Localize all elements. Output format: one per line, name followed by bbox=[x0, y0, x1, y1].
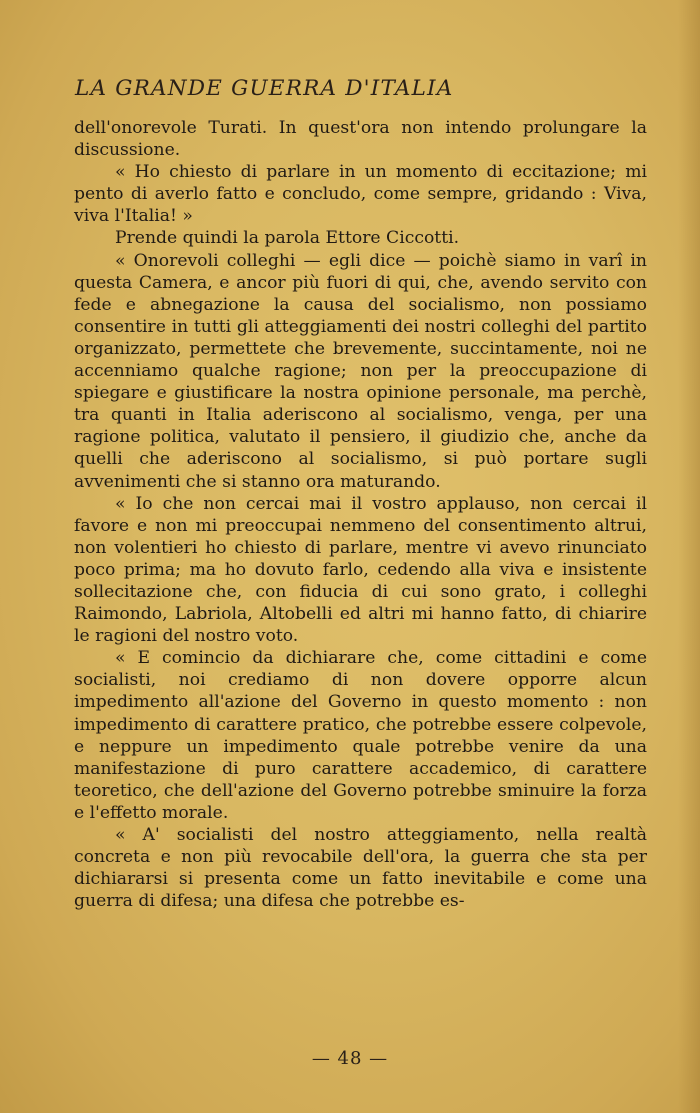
paragraph-quote-turati: « Ho chiesto di parlare in un momento di eccitazione; mi pento di averlo fatto e concludo, come sempre, gridando : Viva, viva l'Italia! » bbox=[74, 162, 647, 227]
paragraph-ciccotti-1: « Onorevoli colleghi — egli dice — poichè siamo in varî in questa Camera, e ancor più fuori di qui, che, avendo servito con fede e abnegazione la causa del socialismo, non possiamo consentire in tutti gli atteggiamenti dei nostri colleghi del partito organizzato, permettete che brevemente, succintamente, noi ne accenniamo qualche ragione; non per la preoccupazione di spiegare e giustificare la nostra opinione personale, ma perchè, tra quanti in Italia aderiscono al socialismo, venga, per una ragione politica, valutato il pensiero, il giudizio che, anche da quelli che aderiscono al socialismo, si può portare sugli avvenimenti che si stanno ora maturando. bbox=[74, 250, 647, 492]
body-text bbox=[74, 117, 647, 912]
paragraph-continuation: dell'onorevole Turati. In quest'ora non intendo prolungare la discussione. bbox=[74, 118, 647, 161]
paragraph-ciccotti-3: « E comincio da dichiarare che, come cittadini e come socialisti, noi crediamo di non dovere opporre alcun impedimento all'azione del Governo in questo momento : non impedimento di carattere pratico, che potrebbe essere colpevole, e neppure un impedimento quale potrebbe venire da una manifestazione di puro carattere accademico, di carattere teoretico, che dell'azione del Governo potrebbe sminuire la forza e l'effetto morale. bbox=[74, 648, 647, 823]
paragraph-ciccotti-2: « Io che non cercai mai il vostro applauso, non cercai il favore e non mi preoccupai nemmeno del consentimento altrui, non volentieri ho chiesto di parlare, mentre vi avevo rinunciato poco prima; ma ho dovuto farlo, cedendo alla viva e insistente sollecitazione che, con fiducia di cui sono grato, i colleghi Raimondo, Labriola, Altobelli ed altri mi hanno fatto, di chiarire le ragioni del nostro voto. bbox=[74, 493, 647, 647]
paragraph-ciccotti-4: « A' socialisti del nostro atteggiamento, nella realtà concreta e non più revocabile dell'ora, la guerra che sta per dichiararsi si presenta come un fatto inevitabile e come una guerra di difesa; una difesa che potrebbe es- bbox=[74, 825, 647, 912]
page-edge-shadow bbox=[678, 0, 700, 1113]
page-number: — 48 — bbox=[311, 1048, 389, 1069]
running-head: LA GRANDE GUERRA D'ITALIA bbox=[75, 76, 454, 101]
paragraph-narration: Prende quindi la parola Ettore Ciccotti. bbox=[115, 228, 460, 249]
